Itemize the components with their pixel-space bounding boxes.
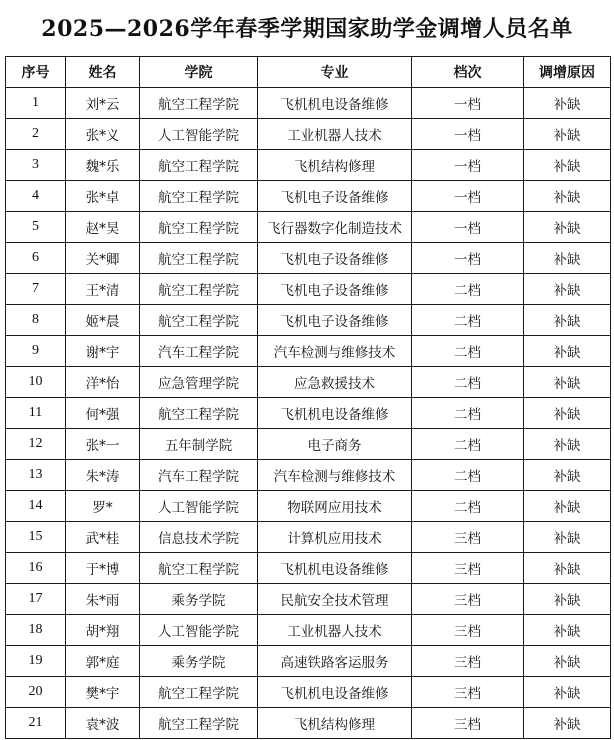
cell-major: 工业机器人技术: [258, 119, 412, 150]
cell-index: 13: [6, 460, 66, 491]
cell-index: 9: [6, 336, 66, 367]
cell-college: 乘务学院: [140, 584, 258, 615]
cell-reason: 补缺: [524, 243, 611, 274]
cell-index: 8: [6, 305, 66, 336]
cell-grade: 三档: [412, 584, 524, 615]
cell-major: 飞机电子设备维修: [258, 181, 412, 212]
cell-grade: 一档: [412, 212, 524, 243]
cell-college: 五年制学院: [140, 429, 258, 460]
table-row: [6, 243, 611, 274]
table-header-row: [6, 57, 611, 88]
header-index: 序号: [6, 57, 66, 88]
cell-name: 谢*宇: [66, 336, 140, 367]
cell-college: 航空工程学院: [140, 305, 258, 336]
cell-major: 物联网应用技术: [258, 491, 412, 522]
cell-index: 4: [6, 181, 66, 212]
cell-major: 计算机应用技术: [258, 522, 412, 553]
document-title: 2025—2026学年春季学期国家助学金调增人员名单: [41, 16, 573, 42]
table-row: [6, 367, 611, 398]
cell-major: 汽车检测与维修技术: [258, 336, 412, 367]
cell-reason: 补缺: [524, 584, 611, 615]
table-row: [6, 181, 611, 212]
cell-grade: 二档: [412, 367, 524, 398]
cell-reason: 补缺: [524, 522, 611, 553]
cell-major: 飞机机电设备维修: [258, 677, 412, 708]
header-major: 专业: [258, 57, 412, 88]
cell-grade: 三档: [412, 522, 524, 553]
cell-reason: 补缺: [524, 677, 611, 708]
cell-grade: 一档: [412, 150, 524, 181]
table-row: [6, 88, 611, 119]
cell-reason: 补缺: [524, 553, 611, 584]
cell-index: 16: [6, 553, 66, 584]
cell-name: 刘*云: [66, 88, 140, 119]
table-row: [6, 677, 611, 708]
cell-major: 电子商务: [258, 429, 412, 460]
cell-reason: 补缺: [524, 398, 611, 429]
header-name: 姓名: [66, 57, 140, 88]
cell-major: 工业机器人技术: [258, 615, 412, 646]
header-reason: 调增原因: [524, 57, 611, 88]
cell-index: 12: [6, 429, 66, 460]
cell-reason: 补缺: [524, 429, 611, 460]
cell-index: 10: [6, 367, 66, 398]
cell-name: 姬*晨: [66, 305, 140, 336]
cell-major: 飞机机电设备维修: [258, 398, 412, 429]
table-row: [6, 336, 611, 367]
table-row: [6, 522, 611, 553]
cell-college: 航空工程学院: [140, 398, 258, 429]
table-row: [6, 646, 611, 677]
cell-college: 航空工程学院: [140, 677, 258, 708]
cell-grade: 二档: [412, 491, 524, 522]
table-row: [6, 398, 611, 429]
cell-reason: 补缺: [524, 181, 611, 212]
cell-index: 21: [6, 708, 66, 739]
cell-index: 7: [6, 274, 66, 305]
cell-reason: 补缺: [524, 646, 611, 677]
cell-index: 11: [6, 398, 66, 429]
table-row: [6, 708, 611, 739]
cell-grade: 一档: [412, 119, 524, 150]
cell-grade: 三档: [412, 615, 524, 646]
cell-major: 飞机电子设备维修: [258, 305, 412, 336]
cell-index: 20: [6, 677, 66, 708]
cell-major: 飞机机电设备维修: [258, 553, 412, 584]
cell-grade: 二档: [412, 305, 524, 336]
cell-name: 关*卿: [66, 243, 140, 274]
cell-college: 汽车工程学院: [140, 460, 258, 491]
cell-reason: 补缺: [524, 119, 611, 150]
table-row: [6, 553, 611, 584]
cell-college: 信息技术学院: [140, 522, 258, 553]
table-row: [6, 274, 611, 305]
cell-college: 人工智能学院: [140, 491, 258, 522]
cell-reason: 补缺: [524, 367, 611, 398]
cell-reason: 补缺: [524, 491, 611, 522]
cell-reason: 补缺: [524, 212, 611, 243]
cell-major: 高速铁路客运服务: [258, 646, 412, 677]
cell-grade: 二档: [412, 336, 524, 367]
cell-major: 飞行器数字化制造技术: [258, 212, 412, 243]
cell-name: 张*义: [66, 119, 140, 150]
cell-index: 14: [6, 491, 66, 522]
cell-name: 朱*雨: [66, 584, 140, 615]
cell-college: 航空工程学院: [140, 708, 258, 739]
cell-grade: 一档: [412, 181, 524, 212]
table-row: [6, 150, 611, 181]
cell-reason: 补缺: [524, 150, 611, 181]
cell-index: 3: [6, 150, 66, 181]
cell-major: 应急救援技术: [258, 367, 412, 398]
cell-grade: 二档: [412, 398, 524, 429]
cell-college: 汽车工程学院: [140, 336, 258, 367]
cell-college: 航空工程学院: [140, 212, 258, 243]
cell-college: 航空工程学院: [140, 243, 258, 274]
cell-grade: 三档: [412, 646, 524, 677]
cell-college: 航空工程学院: [140, 553, 258, 584]
cell-grade: 三档: [412, 553, 524, 584]
cell-grade: 一档: [412, 243, 524, 274]
table-row: [6, 212, 611, 243]
table-row: [6, 460, 611, 491]
cell-name: 朱*涛: [66, 460, 140, 491]
cell-college: 应急管理学院: [140, 367, 258, 398]
cell-index: 6: [6, 243, 66, 274]
table-row: [6, 119, 611, 150]
cell-major: 飞机电子设备维修: [258, 274, 412, 305]
cell-college: 航空工程学院: [140, 274, 258, 305]
cell-college: 人工智能学院: [140, 119, 258, 150]
cell-name: 赵*昊: [66, 212, 140, 243]
cell-name: 王*清: [66, 274, 140, 305]
table-row: [6, 584, 611, 615]
cell-name: 郭*庭: [66, 646, 140, 677]
cell-name: 张*一: [66, 429, 140, 460]
cell-name: 胡*翔: [66, 615, 140, 646]
header-grade: 档次: [412, 57, 524, 88]
cell-name: 武*桂: [66, 522, 140, 553]
cell-index: 1: [6, 88, 66, 119]
cell-index: 5: [6, 212, 66, 243]
table-row: [6, 429, 611, 460]
cell-index: 18: [6, 615, 66, 646]
cell-reason: 补缺: [524, 305, 611, 336]
cell-reason: 补缺: [524, 708, 611, 739]
table-body: [6, 88, 611, 739]
cell-index: 2: [6, 119, 66, 150]
table-row: [6, 615, 611, 646]
cell-college: 航空工程学院: [140, 150, 258, 181]
cell-grade: 二档: [412, 460, 524, 491]
cell-major: 飞机机电设备维修: [258, 88, 412, 119]
cell-name: 樊*宇: [66, 677, 140, 708]
cell-index: 19: [6, 646, 66, 677]
cell-grade: 一档: [412, 88, 524, 119]
cell-name: 魏*乐: [66, 150, 140, 181]
cell-index: 17: [6, 584, 66, 615]
grant-roster-table: [5, 56, 611, 739]
cell-name: 洋*怡: [66, 367, 140, 398]
cell-major: 汽车检测与维修技术: [258, 460, 412, 491]
cell-grade: 二档: [412, 429, 524, 460]
cell-major: 飞机结构修理: [258, 708, 412, 739]
cell-reason: 补缺: [524, 274, 611, 305]
header-college: 学院: [140, 57, 258, 88]
cell-name: 何*强: [66, 398, 140, 429]
cell-grade: 三档: [412, 677, 524, 708]
cell-reason: 补缺: [524, 88, 611, 119]
cell-name: 袁*波: [66, 708, 140, 739]
cell-reason: 补缺: [524, 336, 611, 367]
table-row: [6, 305, 611, 336]
cell-reason: 补缺: [524, 460, 611, 491]
cell-grade: 二档: [412, 274, 524, 305]
cell-reason: 补缺: [524, 615, 611, 646]
cell-name: 于*博: [66, 553, 140, 584]
cell-major: 民航安全技术管理: [258, 584, 412, 615]
cell-college: 人工智能学院: [140, 615, 258, 646]
cell-college: 航空工程学院: [140, 88, 258, 119]
cell-major: 飞机结构修理: [258, 150, 412, 181]
cell-name: 张*卓: [66, 181, 140, 212]
cell-college: 航空工程学院: [140, 181, 258, 212]
cell-grade: 三档: [412, 708, 524, 739]
cell-index: 15: [6, 522, 66, 553]
cell-major: 飞机电子设备维修: [258, 243, 412, 274]
cell-name: 罗*: [66, 491, 140, 522]
table-row: [6, 491, 611, 522]
cell-college: 乘务学院: [140, 646, 258, 677]
